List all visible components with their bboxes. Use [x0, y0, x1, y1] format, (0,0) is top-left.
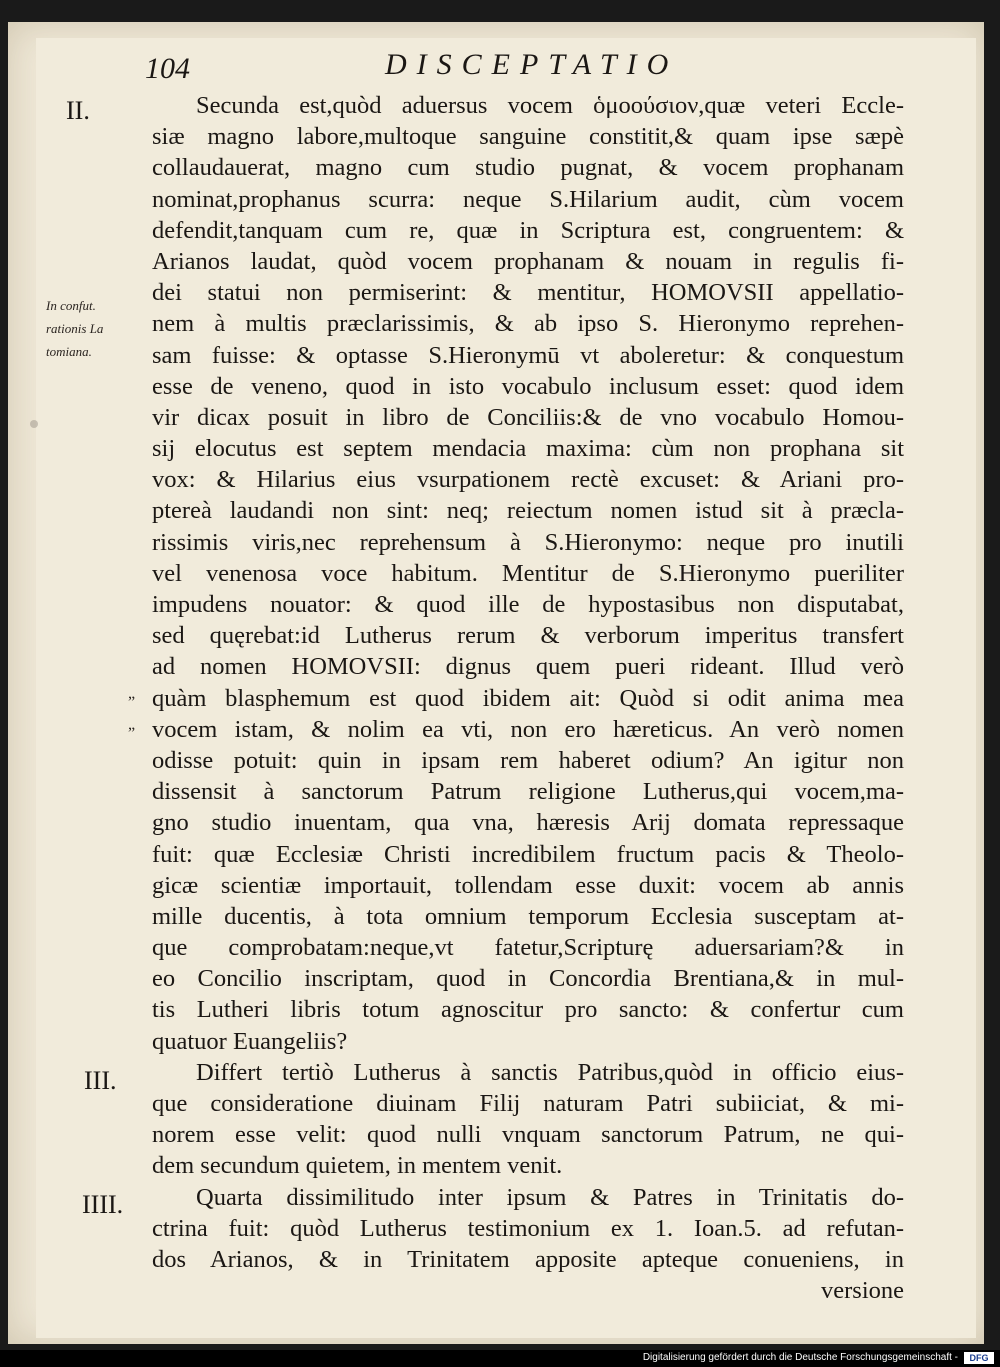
running-title: DISCEPTATIO [385, 48, 679, 81]
text-line: norem esse velit: quod nulli vnquam sanctorum Patrum, ne qui- [152, 1121, 904, 1149]
text-line: gno studio inuentam, qua vna, hæresis Arij domata repressaque [152, 809, 904, 837]
text-line: nem à multis præclarissimis, & ab ipso S. Hieronymo reprehen- [152, 310, 904, 338]
margin-note [46, 294, 156, 363]
text-line: vir dicax posuit in libro de Conciliis:& de vno vocabulo Homou- [152, 403, 904, 431]
text-line: Differt tertiò Lutherus à sanctis Patribus,quòd in officio eius- [196, 1058, 904, 1086]
text-line: ctrina fuit: quòd Lutherus testimonium ex 1. Ioan.5. ad refutan- [152, 1214, 904, 1242]
text-line: rissimis viris,nec reprehensum à S.Hieronymo: neque pro inutili [152, 528, 904, 556]
text-line: collaudauerat, magno cum studio pugnat, & vocem prophanam [152, 154, 904, 182]
marginal-quote-mark: ” [128, 694, 136, 711]
text-line: que comprobatam:neque,vt fatetur,Scripturę aduersariam?& in [152, 934, 904, 962]
text-line: mille ducentis, à tota omnium temporum Ecclesia susceptam at- [152, 902, 904, 930]
dfg-logo: DFG [964, 1352, 994, 1364]
text-line: gicæ scientiæ importauit, tollendam esse duxit: vocem ab annis [152, 871, 904, 899]
text-line: esse de veneno, quod in isto vocabulo inclusum esset: quod idem [152, 372, 904, 400]
text-line: sed quęrebat:id Lutherus rerum & verborum imperitus transfert [152, 622, 904, 650]
text-line: quatuor Euangeliis? [152, 1027, 348, 1055]
text-line: sij elocutus est septem mendacia maxima: cùm non prophana sit [152, 435, 904, 463]
paper-stain [30, 420, 38, 428]
text-line: dos Arianos, & in Trinitatem apposite apteque conueniens, in [152, 1245, 904, 1273]
section-numeral-iii: III. [84, 1066, 117, 1095]
text-line: nominat,prophanus scurra: neque S.Hilarium audit, cùm vocem [152, 185, 904, 213]
section-numeral-ii: II. [66, 96, 90, 125]
text-line: quàm blasphemum est quod ibidem ait: Quòd si odit anima mea [152, 684, 904, 712]
text-line: Secunda est,quòd aduersus vocem ὁμοούσιον,quæ veteri Eccle- [196, 92, 904, 119]
text-line: sam fuisse: & optasse S.Hieronymū vt aboleretur: & conquestum [152, 341, 904, 369]
text-line: odisse potuit: quin in ipsam rem haberet odium? An igitur non [152, 746, 904, 774]
text-line: Quarta dissimilitudo inter ipsum & Patres in Trinitatis do- [196, 1183, 904, 1211]
text-line: vel venenosa voce habitum. Mentitur de S.Hieronymo pueriliter [152, 559, 904, 587]
text-line: vocem istam, & nolim ea vti, non ero hæreticus. An verò nomen [152, 715, 904, 743]
body-text [152, 90, 904, 1306]
text-line: que consideratione diuinam Filij naturam Patri subiiciat, & mi- [152, 1090, 904, 1117]
text-line: ptereà laudandi non sint: neq; reiectum nomen istud sit à præcla- [152, 497, 904, 525]
page-header [145, 48, 895, 88]
page-number: 104 [145, 52, 190, 85]
text-line: impudens nouator: & quod ille de hypostasibus non disputabat, [152, 591, 904, 618]
text-line: tis Lutheri libris totum agnoscitur pro sancto: & confertur cum [152, 996, 904, 1024]
section-numeral-iiii: IIII. [82, 1190, 124, 1219]
margin-note-line: In confut. [46, 298, 96, 313]
catchword: versione [821, 1277, 904, 1305]
marginal-quote-mark: ” [128, 725, 136, 742]
text-line: dissensit à sanctorum Patrum religione Lutherus,qui vocem,ma- [152, 778, 904, 806]
text-line: Arianos laudat, quòd vocem prophanam & nouam in regulis fi- [152, 247, 904, 275]
text-line: vox: & Hilarius eius vsurpationem rectè excuset: & Ariani pro- [152, 466, 904, 494]
digitization-credit: Digitalisierung gefördert durch die Deutsche Forschungsgemeinschaft - [642, 1352, 958, 1363]
text-line: ad nomen HOMOVSII: dignus quem pueri rideant. Illud verò [152, 653, 904, 681]
text-line: dem secundum quietem, in mentem venit. [152, 1152, 563, 1180]
text-line: siæ magno labore,multoque sanguine constitit,& quam ipse sæpè [152, 123, 904, 151]
text-line: dei statui non permiserint: & mentitur, HOMOVSII appellatio- [152, 279, 904, 307]
text-line: defendit,tanquam cum re, quæ in Scriptura est, congruentem: & [152, 216, 904, 244]
margin-note-line: rationis La [46, 321, 104, 336]
margin-note-line: tomiana. [46, 344, 92, 359]
text-line: eo Concilio inscriptam, quod in Concordia Brentiana,& in mul- [152, 965, 904, 993]
text-line: fuit: quæ Ecclesiæ Christi incredibilem fructum pacis & Theolo- [152, 840, 904, 868]
